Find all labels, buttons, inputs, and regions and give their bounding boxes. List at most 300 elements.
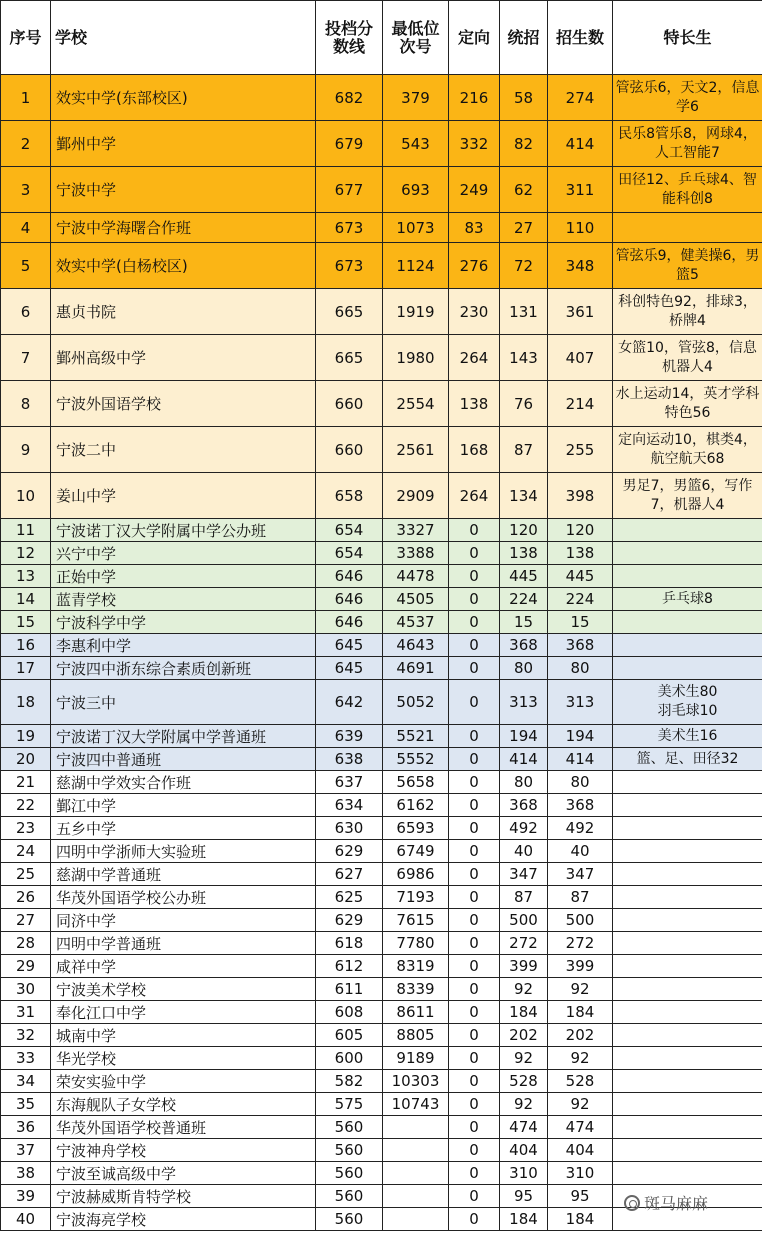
cell-no: 18 — [1, 680, 51, 725]
cell-unified: 445 — [500, 565, 548, 588]
cell-rank — [383, 1185, 449, 1208]
cell-rank: 5052 — [383, 680, 449, 725]
cell-no: 13 — [1, 565, 51, 588]
cell-special: 男足7，男篮6，写作7，机器人4 — [613, 473, 762, 519]
cell-unified: 414 — [500, 748, 548, 771]
cell-special — [613, 611, 762, 634]
cell-school: 鄞江中学 — [51, 794, 316, 817]
cell-rank: 8805 — [383, 1024, 449, 1047]
cell-rank: 10303 — [383, 1070, 449, 1093]
cell-special: 民乐8管乐8，网球4，人工智能7 — [613, 121, 762, 167]
cell-score: 575 — [316, 1093, 383, 1116]
cell-school: 咸祥中学 — [51, 955, 316, 978]
table-row — [1, 243, 762, 289]
cell-special — [613, 794, 762, 817]
cell-enroll: 92 — [548, 1093, 613, 1116]
cell-directed: 0 — [449, 1185, 500, 1208]
cell-special: 篮、足、田径32 — [613, 748, 762, 771]
cell-enroll: 404 — [548, 1139, 613, 1162]
cell-unified: 202 — [500, 1024, 548, 1047]
cell-unified: 404 — [500, 1139, 548, 1162]
cell-school: 宁波外国语学校 — [51, 381, 316, 427]
cell-no: 5 — [1, 243, 51, 289]
cell-rank: 543 — [383, 121, 449, 167]
cell-no: 37 — [1, 1139, 51, 1162]
table-row — [1, 725, 762, 748]
cell-score: 608 — [316, 1001, 383, 1024]
cell-score: 645 — [316, 634, 383, 657]
cell-school: 鄞州高级中学 — [51, 335, 316, 381]
cell-enroll: 414 — [548, 121, 613, 167]
cell-school: 蓝青学校 — [51, 588, 316, 611]
cell-school: 宁波至诚高级中学 — [51, 1162, 316, 1185]
cell-unified: 72 — [500, 243, 548, 289]
cell-score: 634 — [316, 794, 383, 817]
cell-directed: 0 — [449, 932, 500, 955]
cell-school: 慈湖中学效实合作班 — [51, 771, 316, 794]
cell-enroll: 348 — [548, 243, 613, 289]
cell-enroll: 255 — [548, 427, 613, 473]
cell-no: 16 — [1, 634, 51, 657]
cell-score: 629 — [316, 840, 383, 863]
cell-no: 6 — [1, 289, 51, 335]
cell-school: 惠贞书院 — [51, 289, 316, 335]
cell-unified: 58 — [500, 75, 548, 121]
cell-directed: 0 — [449, 817, 500, 840]
table-row — [1, 335, 762, 381]
cell-special — [613, 542, 762, 565]
cell-score: 638 — [316, 748, 383, 771]
table-row — [1, 588, 762, 611]
table-row — [1, 978, 762, 1001]
table-row — [1, 909, 762, 932]
cell-no: 31 — [1, 1001, 51, 1024]
cell-unified: 134 — [500, 473, 548, 519]
cell-special — [613, 909, 762, 932]
cell-directed: 0 — [449, 909, 500, 932]
header-score: 投档分 数线 — [316, 1, 383, 75]
cell-enroll: 474 — [548, 1116, 613, 1139]
cell-school: 宁波科学中学 — [51, 611, 316, 634]
cell-unified: 399 — [500, 955, 548, 978]
cell-unified: 82 — [500, 121, 548, 167]
cell-no: 3 — [1, 167, 51, 213]
cell-directed: 168 — [449, 427, 500, 473]
cell-directed: 0 — [449, 794, 500, 817]
cell-no: 15 — [1, 611, 51, 634]
cell-no: 26 — [1, 886, 51, 909]
cell-unified: 76 — [500, 381, 548, 427]
header-special: 特长生 — [613, 1, 762, 75]
cell-school: 宁波海亮学校 — [51, 1208, 316, 1231]
table-row — [1, 794, 762, 817]
cell-special: 科创特色92，排球3，桥牌4 — [613, 289, 762, 335]
table-row — [1, 565, 762, 588]
cell-score: 625 — [316, 886, 383, 909]
cell-special: 女篮10，管弦8，信息机器人4 — [613, 335, 762, 381]
table-row — [1, 1047, 762, 1070]
cell-directed: 0 — [449, 1047, 500, 1070]
cell-school: 效实中学(东部校区) — [51, 75, 316, 121]
cell-special — [613, 886, 762, 909]
cell-enroll: 184 — [548, 1208, 613, 1231]
cell-special: 管弦乐6，天文2，信息学6 — [613, 75, 762, 121]
header-enroll: 招生数 — [548, 1, 613, 75]
cell-no: 2 — [1, 121, 51, 167]
cell-enroll: 120 — [548, 519, 613, 542]
cell-unified: 194 — [500, 725, 548, 748]
cell-score: 605 — [316, 1024, 383, 1047]
table-row — [1, 771, 762, 794]
cell-directed: 332 — [449, 121, 500, 167]
cell-enroll: 313 — [548, 680, 613, 725]
cell-unified: 120 — [500, 519, 548, 542]
cell-enroll: 492 — [548, 817, 613, 840]
cell-enroll: 40 — [548, 840, 613, 863]
cell-school: 华光学校 — [51, 1047, 316, 1070]
cell-school: 兴宁中学 — [51, 542, 316, 565]
cell-enroll: 311 — [548, 167, 613, 213]
cell-no: 39 — [1, 1185, 51, 1208]
cell-enroll: 15 — [548, 611, 613, 634]
cell-directed: 138 — [449, 381, 500, 427]
cell-directed: 264 — [449, 335, 500, 381]
cell-school: 效实中学(白杨校区) — [51, 243, 316, 289]
cell-score: 560 — [316, 1185, 383, 1208]
cell-no: 9 — [1, 427, 51, 473]
cell-rank — [383, 1116, 449, 1139]
cell-unified: 80 — [500, 657, 548, 680]
table-row — [1, 634, 762, 657]
table-row — [1, 381, 762, 427]
cell-rank: 10743 — [383, 1093, 449, 1116]
cell-school: 奉化江口中学 — [51, 1001, 316, 1024]
cell-unified: 87 — [500, 886, 548, 909]
cell-special — [613, 840, 762, 863]
cell-school: 宁波神舟学校 — [51, 1139, 316, 1162]
cell-directed: 0 — [449, 978, 500, 1001]
cell-score: 600 — [316, 1047, 383, 1070]
cell-unified: 138 — [500, 542, 548, 565]
cell-rank: 6162 — [383, 794, 449, 817]
header-rank: 最低位 次号 — [383, 1, 449, 75]
cell-enroll: 92 — [548, 978, 613, 1001]
cell-rank: 5658 — [383, 771, 449, 794]
cell-unified: 143 — [500, 335, 548, 381]
cell-rank: 6749 — [383, 840, 449, 863]
cell-directed: 0 — [449, 634, 500, 657]
table-row — [1, 1070, 762, 1093]
cell-unified: 500 — [500, 909, 548, 932]
cell-special — [613, 863, 762, 886]
cell-rank: 379 — [383, 75, 449, 121]
cell-special — [613, 978, 762, 1001]
cell-rank: 1980 — [383, 335, 449, 381]
cell-unified: 528 — [500, 1070, 548, 1093]
cell-unified: 62 — [500, 167, 548, 213]
cell-score: 611 — [316, 978, 383, 1001]
cell-directed: 276 — [449, 243, 500, 289]
cell-directed: 0 — [449, 771, 500, 794]
cell-score: 560 — [316, 1116, 383, 1139]
cell-unified: 492 — [500, 817, 548, 840]
cell-score: 645 — [316, 657, 383, 680]
cell-school: 宁波三中 — [51, 680, 316, 725]
cell-rank: 7780 — [383, 932, 449, 955]
cell-enroll: 224 — [548, 588, 613, 611]
table-row — [1, 213, 762, 243]
cell-directed: 83 — [449, 213, 500, 243]
cell-enroll: 398 — [548, 473, 613, 519]
cell-school: 宁波中学海曙合作班 — [51, 213, 316, 243]
watermark — [624, 1191, 708, 1214]
cell-unified: 95 — [500, 1185, 548, 1208]
cell-special — [613, 1024, 762, 1047]
cell-enroll: 399 — [548, 955, 613, 978]
cell-enroll: 194 — [548, 725, 613, 748]
cell-enroll: 500 — [548, 909, 613, 932]
cell-enroll: 528 — [548, 1070, 613, 1093]
cell-school: 宁波四中普通班 — [51, 748, 316, 771]
table-row — [1, 542, 762, 565]
cell-unified: 347 — [500, 863, 548, 886]
table-row — [1, 121, 762, 167]
cell-school: 城南中学 — [51, 1024, 316, 1047]
cell-score: 618 — [316, 932, 383, 955]
cell-directed: 0 — [449, 542, 500, 565]
cell-enroll: 272 — [548, 932, 613, 955]
cell-directed: 0 — [449, 863, 500, 886]
cell-score: 654 — [316, 542, 383, 565]
header-school: 学校 — [51, 1, 316, 75]
table-row — [1, 1024, 762, 1047]
cell-school: 宁波诺丁汉大学附属中学公办班 — [51, 519, 316, 542]
cell-no: 23 — [1, 817, 51, 840]
cell-enroll: 414 — [548, 748, 613, 771]
cell-special: 管弦乐9，健美操6，男篮5 — [613, 243, 762, 289]
cell-no: 4 — [1, 213, 51, 243]
cell-score: 673 — [316, 213, 383, 243]
cell-unified: 184 — [500, 1208, 548, 1231]
cell-score: 627 — [316, 863, 383, 886]
table-row — [1, 289, 762, 335]
cell-directed: 0 — [449, 1162, 500, 1185]
cell-directed: 0 — [449, 1024, 500, 1047]
cell-special — [613, 1116, 762, 1139]
cell-enroll: 80 — [548, 771, 613, 794]
cell-directed: 264 — [449, 473, 500, 519]
cell-score: 660 — [316, 381, 383, 427]
table-row — [1, 611, 762, 634]
table-body — [1, 75, 762, 1231]
cell-no: 29 — [1, 955, 51, 978]
cell-score: 679 — [316, 121, 383, 167]
cell-enroll: 184 — [548, 1001, 613, 1024]
cell-unified: 224 — [500, 588, 548, 611]
cell-directed: 0 — [449, 1139, 500, 1162]
table-row — [1, 840, 762, 863]
cell-no: 40 — [1, 1208, 51, 1231]
table-row — [1, 519, 762, 542]
cell-rank: 4537 — [383, 611, 449, 634]
cell-no: 14 — [1, 588, 51, 611]
table-row — [1, 932, 762, 955]
cell-score: 582 — [316, 1070, 383, 1093]
cell-score: 646 — [316, 565, 383, 588]
cell-directed: 0 — [449, 1070, 500, 1093]
cell-directed: 0 — [449, 588, 500, 611]
table-row — [1, 427, 762, 473]
cell-score: 660 — [316, 427, 383, 473]
cell-directed: 0 — [449, 886, 500, 909]
cell-unified: 368 — [500, 794, 548, 817]
cell-unified: 474 — [500, 1116, 548, 1139]
table-row — [1, 1116, 762, 1139]
cell-school: 宁波美术学校 — [51, 978, 316, 1001]
watermark-text: 斑马麻麻 — [644, 1194, 709, 1213]
cell-unified: 184 — [500, 1001, 548, 1024]
cell-directed: 0 — [449, 680, 500, 725]
cell-rank: 5552 — [383, 748, 449, 771]
cell-enroll: 445 — [548, 565, 613, 588]
cell-score: 642 — [316, 680, 383, 725]
cell-rank: 8611 — [383, 1001, 449, 1024]
cell-rank: 8339 — [383, 978, 449, 1001]
cell-school: 正始中学 — [51, 565, 316, 588]
cell-score: 630 — [316, 817, 383, 840]
cell-school: 宁波诺丁汉大学附属中学普通班 — [51, 725, 316, 748]
cell-no: 34 — [1, 1070, 51, 1093]
cell-school: 姜山中学 — [51, 473, 316, 519]
cell-score: 646 — [316, 588, 383, 611]
cell-no: 11 — [1, 519, 51, 542]
cell-unified: 80 — [500, 771, 548, 794]
cell-school: 荣安实验中学 — [51, 1070, 316, 1093]
table-row — [1, 863, 762, 886]
cell-unified: 40 — [500, 840, 548, 863]
cell-rank: 6593 — [383, 817, 449, 840]
cell-no: 10 — [1, 473, 51, 519]
cell-no: 28 — [1, 932, 51, 955]
cell-directed: 0 — [449, 611, 500, 634]
cell-special — [613, 657, 762, 680]
cell-unified: 27 — [500, 213, 548, 243]
cell-directed: 216 — [449, 75, 500, 121]
cell-special — [613, 771, 762, 794]
cell-special — [613, 1162, 762, 1185]
cell-special — [613, 1139, 762, 1162]
cell-special: 田径12、乒乓球4、智能科创8 — [613, 167, 762, 213]
cell-unified: 131 — [500, 289, 548, 335]
cell-no: 17 — [1, 657, 51, 680]
cell-score: 560 — [316, 1162, 383, 1185]
cell-school: 同济中学 — [51, 909, 316, 932]
table-row — [1, 75, 762, 121]
cell-no: 24 — [1, 840, 51, 863]
cell-score: 682 — [316, 75, 383, 121]
cell-directed: 0 — [449, 1208, 500, 1231]
cell-special — [613, 1093, 762, 1116]
cell-no: 32 — [1, 1024, 51, 1047]
cell-no: 33 — [1, 1047, 51, 1070]
cell-rank: 8319 — [383, 955, 449, 978]
cell-rank: 1124 — [383, 243, 449, 289]
cell-school: 宁波二中 — [51, 427, 316, 473]
table-row — [1, 1093, 762, 1116]
cell-special: 美术生16 — [613, 725, 762, 748]
cell-unified: 272 — [500, 932, 548, 955]
cell-rank: 2909 — [383, 473, 449, 519]
table-row — [1, 1001, 762, 1024]
cell-special: 乒乓球8 — [613, 588, 762, 611]
cell-no: 19 — [1, 725, 51, 748]
cell-directed: 0 — [449, 1093, 500, 1116]
cell-enroll: 92 — [548, 1047, 613, 1070]
cell-rank: 3327 — [383, 519, 449, 542]
cell-school: 宁波赫威斯肯特学校 — [51, 1185, 316, 1208]
table-row — [1, 473, 762, 519]
cell-unified: 310 — [500, 1162, 548, 1185]
cell-special — [613, 634, 762, 657]
cell-school: 李惠利中学 — [51, 634, 316, 657]
cell-score: 646 — [316, 611, 383, 634]
cell-special — [613, 213, 762, 243]
cell-no: 35 — [1, 1093, 51, 1116]
cell-enroll: 347 — [548, 863, 613, 886]
cell-score: 673 — [316, 243, 383, 289]
table-row — [1, 657, 762, 680]
cell-directed: 0 — [449, 955, 500, 978]
cell-special: 美术生80 羽毛球10 — [613, 680, 762, 725]
cell-school: 华茂外国语学校公办班 — [51, 886, 316, 909]
cell-unified: 92 — [500, 1047, 548, 1070]
table-row — [1, 817, 762, 840]
table-row — [1, 748, 762, 771]
cell-school: 华茂外国语学校普通班 — [51, 1116, 316, 1139]
cell-unified: 92 — [500, 1093, 548, 1116]
table-row — [1, 886, 762, 909]
cell-school: 五乡中学 — [51, 817, 316, 840]
cell-enroll: 138 — [548, 542, 613, 565]
cell-enroll: 95 — [548, 1185, 613, 1208]
cell-no: 25 — [1, 863, 51, 886]
cell-unified: 313 — [500, 680, 548, 725]
cell-directed: 249 — [449, 167, 500, 213]
header-unified: 统招 — [500, 1, 548, 75]
cell-school: 鄞州中学 — [51, 121, 316, 167]
cell-special — [613, 565, 762, 588]
cell-rank: 4478 — [383, 565, 449, 588]
cell-no: 21 — [1, 771, 51, 794]
cell-directed: 0 — [449, 840, 500, 863]
cell-no: 30 — [1, 978, 51, 1001]
cell-rank — [383, 1162, 449, 1185]
table-row — [1, 955, 762, 978]
cell-rank — [383, 1139, 449, 1162]
cell-unified: 87 — [500, 427, 548, 473]
cell-score: 665 — [316, 335, 383, 381]
cell-school: 宁波中学 — [51, 167, 316, 213]
cell-score: 665 — [316, 289, 383, 335]
table-row — [1, 1139, 762, 1162]
cell-enroll: 202 — [548, 1024, 613, 1047]
cell-rank: 2561 — [383, 427, 449, 473]
cell-score: 654 — [316, 519, 383, 542]
cell-rank: 7193 — [383, 886, 449, 909]
cell-directed: 0 — [449, 748, 500, 771]
cell-special: 水上运动14，英才学科特色56 — [613, 381, 762, 427]
cell-no: 20 — [1, 748, 51, 771]
